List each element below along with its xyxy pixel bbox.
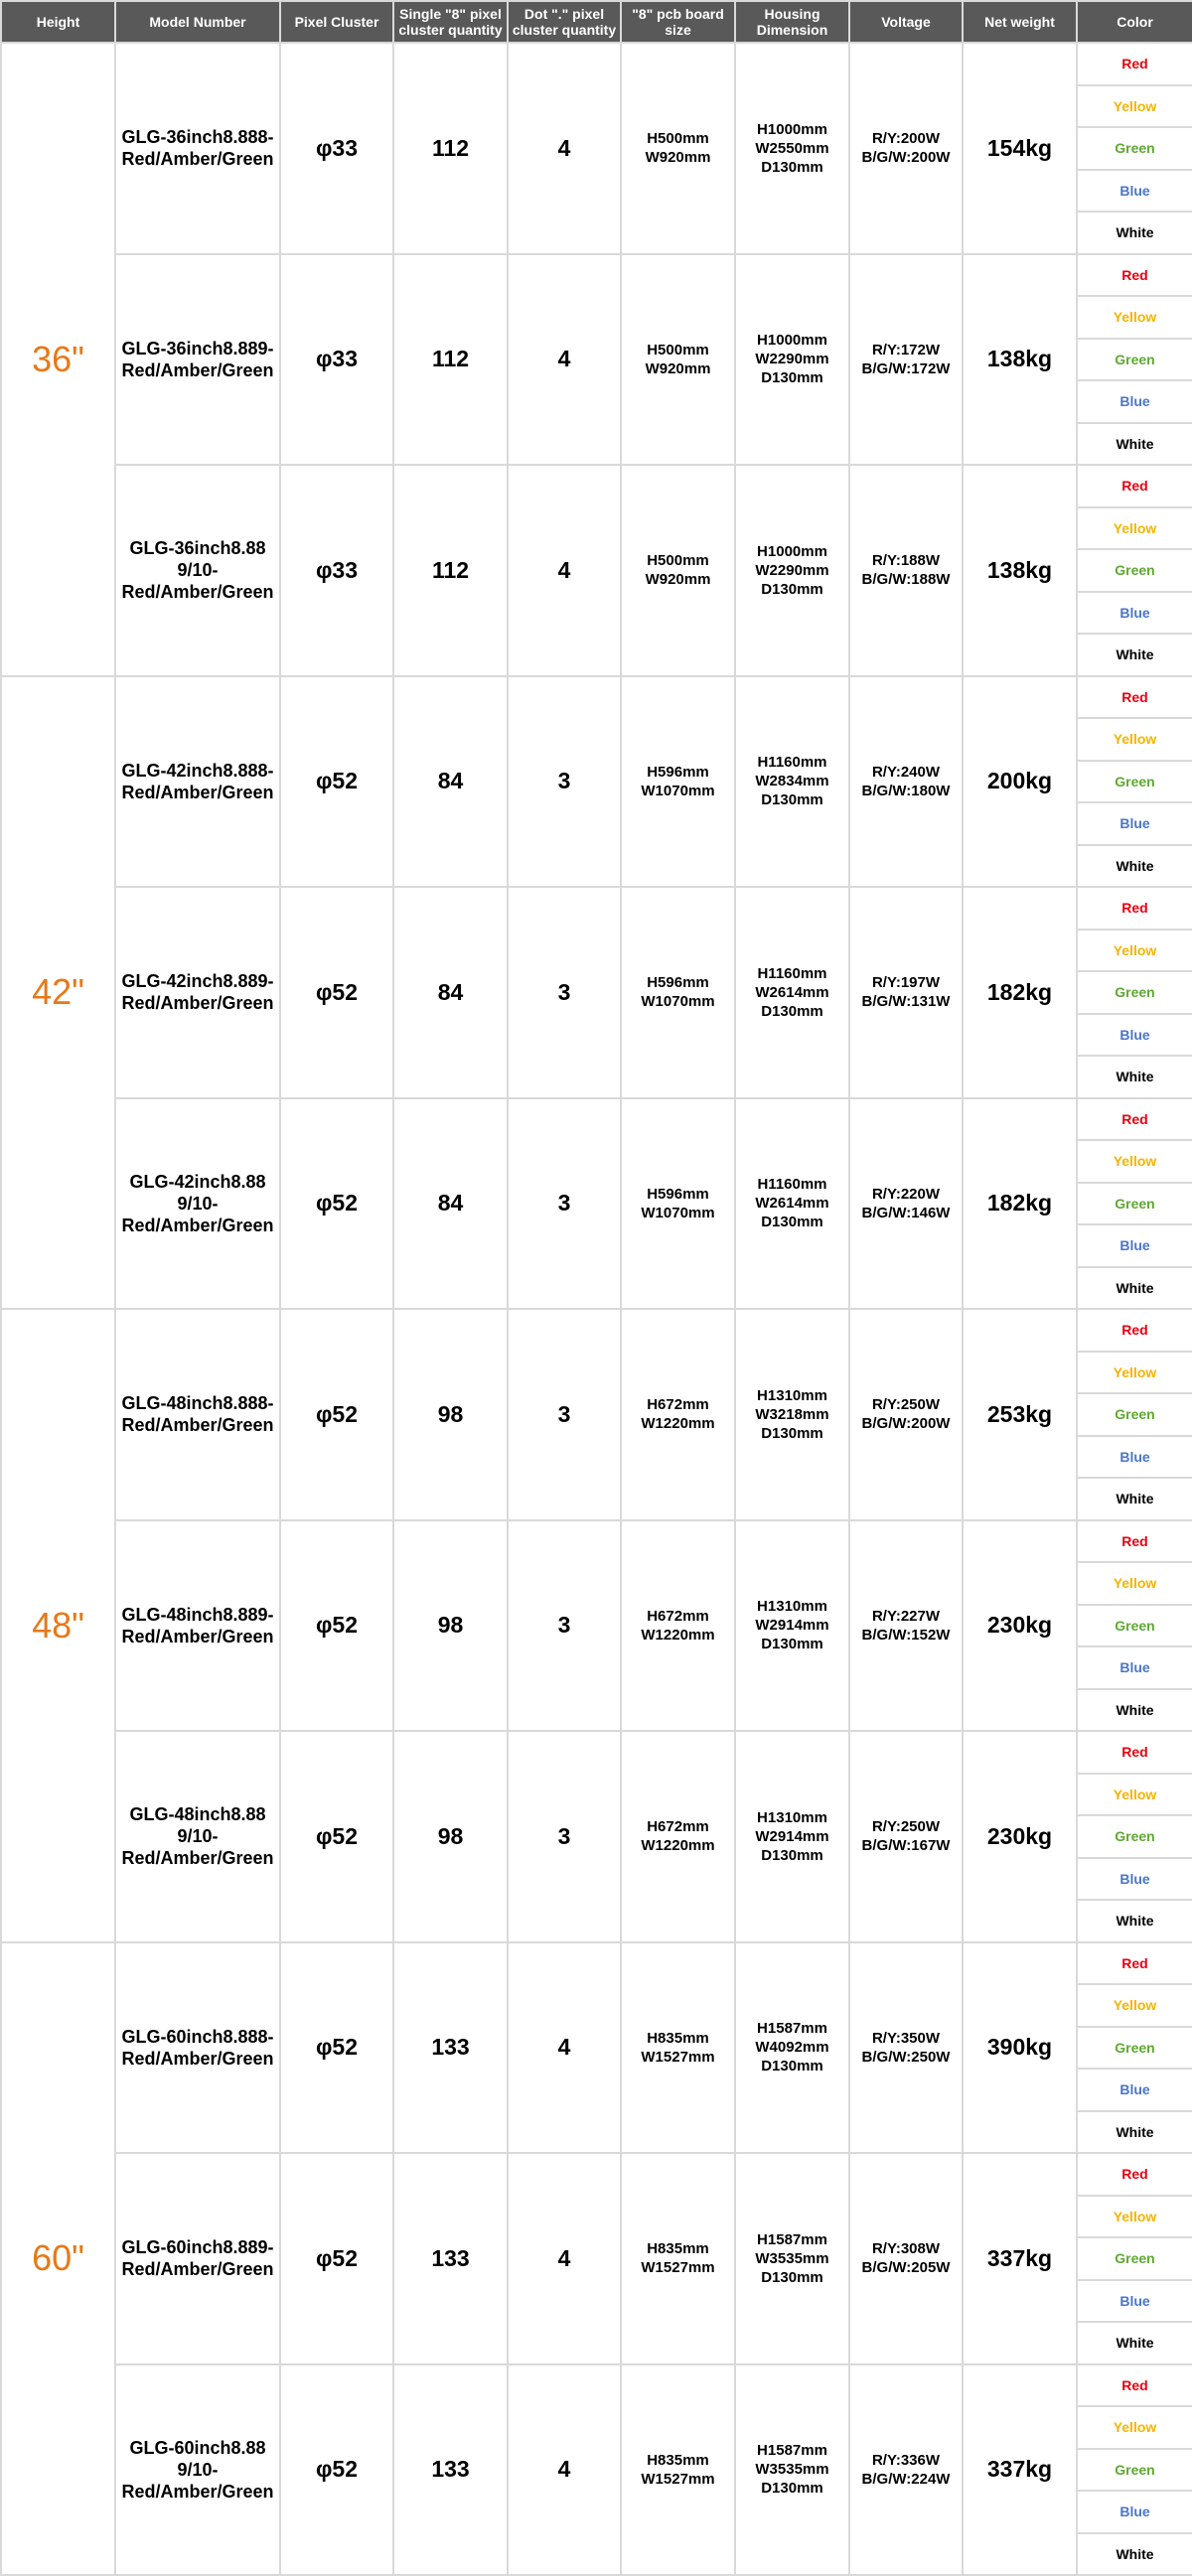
color-option-red: Red	[1077, 887, 1192, 930]
color-option-red: Red	[1077, 1098, 1192, 1141]
housing-dimension-cell	[735, 43, 849, 254]
single-pixel-qty-cell: 98	[393, 1520, 508, 1732]
color-option-red: Red	[1077, 2153, 1192, 2196]
housing-dimension-cell	[735, 254, 849, 466]
cell-line: H672mm	[647, 1818, 709, 1836]
cell-line: GLG-36inch8.889-	[121, 338, 274, 358]
cell-line: 9/10-	[177, 560, 219, 581]
cell-line: H596mm	[647, 763, 709, 781]
single-pixel-qty-cell: 133	[393, 2153, 508, 2364]
color-option-white: White	[1077, 2322, 1192, 2364]
cell-line: H1000mm	[757, 542, 827, 560]
color-option-red: Red	[1077, 2364, 1192, 2407]
cell-line: H596mm	[647, 1185, 709, 1203]
housing-dimension-cell	[735, 1520, 849, 1732]
dot-pixel-qty-cell: 4	[508, 254, 621, 466]
single-pixel-qty-cell: 112	[393, 43, 508, 254]
cell-line: H1310mm	[757, 1808, 827, 1826]
cell-line: W2834mm	[755, 773, 829, 790]
cell-line: H1000mm	[757, 332, 827, 350]
net-weight-cell: 182kg	[963, 1098, 1077, 1310]
cell-line: H1587mm	[757, 2020, 827, 2038]
color-option-white: White	[1077, 634, 1192, 676]
pcb-size-cell	[621, 43, 735, 254]
voltage-cell	[849, 2153, 963, 2364]
color-option-white: White	[1077, 1900, 1192, 1942]
header-model-number: Model Number	[115, 1, 280, 43]
height-cell: 60"	[1, 1942, 115, 2576]
color-option-red: Red	[1077, 1731, 1192, 1774]
color-option-green: Green	[1077, 761, 1192, 803]
color-option-green: Green	[1077, 971, 1192, 1014]
dot-pixel-qty-cell: 4	[508, 465, 621, 676]
cell-line: B/G/W:152W	[861, 1626, 951, 1644]
cell-line: GLG-48inch8.88	[129, 1804, 266, 1825]
table-row	[1, 1731, 1192, 1774]
cell-line: H672mm	[647, 1607, 709, 1625]
pixel-cluster-cell: φ52	[280, 1309, 393, 1520]
cell-line: H1160mm	[757, 964, 827, 982]
cell-line: D130mm	[761, 1846, 823, 1864]
model-number-cell	[115, 1309, 280, 1520]
cell-line: Red/Amber/Green	[121, 2481, 274, 2502]
cell-line: W920mm	[645, 149, 711, 167]
housing-dimension-cell	[735, 676, 849, 888]
pixel-cluster-cell: φ52	[280, 1942, 393, 2154]
cell-line: D130mm	[761, 2268, 823, 2286]
cell-line: R/Y:308W	[871, 2240, 941, 2258]
cell-line: H1310mm	[757, 1386, 827, 1404]
table-row	[1, 887, 1192, 930]
cell-line: W1527mm	[641, 2470, 715, 2488]
color-option-yellow: Yellow	[1077, 718, 1192, 761]
header-row	[1, 1, 1192, 43]
cell-line: Red/Amber/Green	[121, 1415, 274, 1436]
pixel-cluster-cell: φ52	[280, 2153, 393, 2364]
single-pixel-qty-cell: 133	[393, 1942, 508, 2154]
single-pixel-qty-cell: 84	[393, 676, 508, 888]
pcb-size-cell	[621, 1520, 735, 1732]
pixel-cluster-cell: φ52	[280, 887, 393, 1098]
cell-line: GLG-60inch8.888-	[121, 2026, 274, 2047]
cell-line: W3218mm	[755, 1405, 829, 1423]
model-number-cell	[115, 465, 280, 676]
cell-line: Red/Amber/Green	[121, 1848, 274, 1869]
color-option-yellow: Yellow	[1077, 2406, 1192, 2449]
color-option-yellow: Yellow	[1077, 1984, 1192, 2027]
dot-pixel-qty-cell: 4	[508, 2153, 621, 2364]
cell-line: GLG-60inch8.889-	[121, 2237, 274, 2258]
cell-line: Red/Amber/Green	[121, 1215, 274, 1235]
cell-line: B/G/W:188W	[861, 571, 951, 589]
cell-line: B/G/W:146W	[861, 1204, 951, 1221]
color-option-green: Green	[1077, 2027, 1192, 2070]
color-option-red: Red	[1077, 43, 1192, 85]
color-option-blue: Blue	[1077, 802, 1192, 845]
cell-line: R/Y:250W	[871, 1396, 941, 1414]
cell-line: W2914mm	[755, 1827, 829, 1845]
housing-dimension-cell	[735, 2153, 849, 2364]
pixel-cluster-cell: φ52	[280, 1731, 393, 1942]
cell-line: R/Y:350W	[871, 2029, 941, 2047]
cell-line: D130mm	[761, 1002, 823, 1020]
cell-line: R/Y:197W	[871, 974, 941, 992]
color-option-blue: Blue	[1077, 1646, 1192, 1689]
color-option-yellow: Yellow	[1077, 85, 1192, 128]
single-pixel-qty-cell: 98	[393, 1309, 508, 1520]
cell-line: R/Y:240W	[871, 763, 941, 781]
net-weight-cell: 253kg	[963, 1309, 1077, 1520]
cell-line: W3535mm	[755, 2249, 829, 2267]
color-option-green: Green	[1077, 1815, 1192, 1858]
pcb-size-cell	[621, 1309, 735, 1520]
net-weight-cell: 154kg	[963, 43, 1077, 254]
color-option-green: Green	[1077, 2449, 1192, 2492]
single-pixel-qty-cell: 98	[393, 1731, 508, 1942]
voltage-cell	[849, 465, 963, 676]
color-option-yellow: Yellow	[1077, 1140, 1192, 1183]
cell-line: W3535mm	[755, 2461, 829, 2479]
cell-line: W920mm	[645, 359, 711, 377]
pixel-cluster-cell: φ52	[280, 1098, 393, 1310]
cell-line: H500mm	[647, 341, 709, 358]
cell-line: W4092mm	[755, 2039, 829, 2057]
dot-pixel-qty-cell: 3	[508, 676, 621, 888]
dot-pixel-qty-cell: 3	[508, 1731, 621, 1942]
cell-line: W2614mm	[755, 983, 829, 1001]
pixel-cluster-cell: φ33	[280, 43, 393, 254]
table-row	[1, 1098, 1192, 1141]
cell-line: W1070mm	[641, 1204, 715, 1221]
cell-line: D130mm	[761, 580, 823, 598]
dot-pixel-qty-cell: 4	[508, 2364, 621, 2576]
color-option-yellow: Yellow	[1077, 507, 1192, 550]
cell-line: W920mm	[645, 571, 711, 589]
pcb-size-cell	[621, 2153, 735, 2364]
cell-line: B/G/W:200W	[861, 149, 951, 167]
housing-dimension-cell	[735, 1942, 849, 2154]
cell-line: Red/Amber/Green	[121, 359, 274, 380]
cell-line: H500mm	[647, 552, 709, 570]
net-weight-cell: 138kg	[963, 465, 1077, 676]
cell-line: Red/Amber/Green	[121, 782, 274, 802]
cell-line: GLG-60inch8.88	[129, 2437, 266, 2458]
cell-line: W1220mm	[641, 1415, 715, 1433]
cell-line: GLG-36inch8.88	[129, 538, 266, 559]
header-single-pixel-qty: Single "8" pixel cluster quantity	[393, 1, 508, 43]
pcb-size-cell	[621, 1731, 735, 1942]
cell-line: Red/Amber/Green	[121, 2048, 274, 2069]
pcb-size-cell	[621, 1098, 735, 1310]
cell-line: H835mm	[647, 2240, 709, 2258]
net-weight-cell: 138kg	[963, 254, 1077, 466]
model-number-cell	[115, 887, 280, 1098]
cell-line: H672mm	[647, 1396, 709, 1414]
voltage-cell	[849, 1309, 963, 1520]
cell-line: H500mm	[647, 130, 709, 148]
color-option-blue: Blue	[1077, 592, 1192, 635]
cell-line: W1220mm	[641, 1837, 715, 1855]
color-option-white: White	[1077, 212, 1192, 254]
cell-line: D130mm	[761, 158, 823, 176]
pcb-size-cell	[621, 254, 735, 466]
net-weight-cell: 337kg	[963, 2364, 1077, 2576]
dot-pixel-qty-cell: 3	[508, 1309, 621, 1520]
cell-line: D130mm	[761, 2480, 823, 2498]
table-row	[1, 1309, 1192, 1352]
header-net-weight: Net weight	[963, 1, 1077, 43]
color-option-red: Red	[1077, 1520, 1192, 1563]
cell-line: W2290mm	[755, 351, 829, 368]
cell-line: W1527mm	[641, 2048, 715, 2066]
model-number-cell	[115, 2153, 280, 2364]
single-pixel-qty-cell: 84	[393, 1098, 508, 1310]
pixel-cluster-cell: φ52	[280, 1520, 393, 1732]
dot-pixel-qty-cell: 4	[508, 1942, 621, 2154]
cell-line: W1070mm	[641, 993, 715, 1011]
color-option-white: White	[1077, 2533, 1192, 2576]
cell-line: H835mm	[647, 2451, 709, 2469]
cell-line: B/G/W:200W	[861, 1415, 951, 1433]
net-weight-cell: 182kg	[963, 887, 1077, 1098]
header-height: Height	[1, 1, 115, 43]
cell-line: B/G/W:180W	[861, 782, 951, 799]
single-pixel-qty-cell: 112	[393, 254, 508, 466]
voltage-cell	[849, 1942, 963, 2154]
color-option-blue: Blue	[1077, 380, 1192, 423]
cell-line: Red/Amber/Green	[121, 2259, 274, 2280]
cell-line: R/Y:250W	[871, 1818, 941, 1836]
cell-line: 9/10-	[177, 1826, 219, 1847]
voltage-cell	[849, 254, 963, 466]
table-row	[1, 43, 1192, 85]
housing-dimension-cell	[735, 1731, 849, 1942]
table-row	[1, 1520, 1192, 1563]
cell-line: D130mm	[761, 1424, 823, 1442]
color-option-red: Red	[1077, 676, 1192, 719]
cell-line: H835mm	[647, 2029, 709, 2047]
cell-line: B/G/W:205W	[861, 2259, 951, 2277]
cell-line: B/G/W:167W	[861, 1837, 951, 1855]
pcb-size-cell	[621, 465, 735, 676]
pcb-size-cell	[621, 887, 735, 1098]
cell-line: D130mm	[761, 369, 823, 387]
voltage-cell	[849, 43, 963, 254]
cell-line: W2914mm	[755, 1617, 829, 1635]
header-pixel-cluster: Pixel Cluster	[280, 1, 393, 43]
cell-line: R/Y:227W	[871, 1607, 941, 1625]
color-option-green: Green	[1077, 339, 1192, 381]
color-option-yellow: Yellow	[1077, 1352, 1192, 1394]
cell-line: Red/Amber/Green	[121, 1626, 274, 1646]
color-option-yellow: Yellow	[1077, 1774, 1192, 1816]
pixel-cluster-cell: φ52	[280, 2364, 393, 2576]
color-option-green: Green	[1077, 1393, 1192, 1436]
cell-line: B/G/W:131W	[861, 993, 951, 1011]
color-option-white: White	[1077, 423, 1192, 466]
single-pixel-qty-cell: 112	[393, 465, 508, 676]
voltage-cell	[849, 1731, 963, 1942]
color-option-blue: Blue	[1077, 2280, 1192, 2323]
color-option-red: Red	[1077, 465, 1192, 507]
cell-line: GLG-42inch8.888-	[121, 760, 274, 781]
cell-line: H1160mm	[757, 1176, 827, 1194]
housing-dimension-cell	[735, 465, 849, 676]
net-weight-cell: 337kg	[963, 2153, 1077, 2364]
model-number-cell	[115, 1520, 280, 1732]
cell-line: R/Y:220W	[871, 1185, 941, 1203]
table-row	[1, 465, 1192, 507]
voltage-cell	[849, 676, 963, 888]
cell-line: B/G/W:172W	[861, 359, 951, 377]
cell-line: B/G/W:224W	[861, 2470, 951, 2488]
housing-dimension-cell	[735, 1309, 849, 1520]
cell-line: W2614mm	[755, 1195, 829, 1213]
cell-line: W2550mm	[755, 139, 829, 157]
cell-line: D130mm	[761, 1214, 823, 1231]
color-option-blue: Blue	[1077, 1858, 1192, 1901]
cell-line: Red/Amber/Green	[121, 149, 274, 170]
color-option-blue: Blue	[1077, 2491, 1192, 2533]
cell-line: GLG-36inch8.888-	[121, 127, 274, 148]
cell-line: H1160mm	[757, 754, 827, 772]
cell-line: 9/10-	[177, 1193, 219, 1214]
height-cell: 48"	[1, 1309, 115, 1942]
model-number-cell	[115, 1098, 280, 1310]
color-option-blue: Blue	[1077, 1014, 1192, 1057]
housing-dimension-cell	[735, 887, 849, 1098]
color-option-white: White	[1077, 1267, 1192, 1310]
color-option-red: Red	[1077, 254, 1192, 297]
cell-line: W1220mm	[641, 1626, 715, 1644]
header-housing-dimension: Housing Dimension	[735, 1, 849, 43]
color-option-green: Green	[1077, 1605, 1192, 1647]
height-cell: 36"	[1, 43, 115, 676]
cell-line: H1587mm	[757, 2442, 827, 2460]
color-option-white: White	[1077, 2111, 1192, 2154]
color-option-blue: Blue	[1077, 2069, 1192, 2111]
dot-pixel-qty-cell: 4	[508, 43, 621, 254]
net-weight-cell: 200kg	[963, 676, 1077, 888]
color-option-blue: Blue	[1077, 1436, 1192, 1479]
cell-line: D130mm	[761, 1636, 823, 1653]
table-row	[1, 254, 1192, 297]
cell-line: R/Y:336W	[871, 2451, 941, 2469]
color-option-yellow: Yellow	[1077, 2196, 1192, 2238]
table-row	[1, 2153, 1192, 2196]
table-row	[1, 2364, 1192, 2407]
dot-pixel-qty-cell: 3	[508, 1520, 621, 1732]
pixel-cluster-cell: φ52	[280, 676, 393, 888]
cell-line: W2290mm	[755, 561, 829, 579]
model-number-cell	[115, 676, 280, 888]
header-color: Color	[1077, 1, 1192, 43]
color-option-white: White	[1077, 845, 1192, 888]
cell-line: D130mm	[761, 791, 823, 809]
model-number-cell	[115, 2364, 280, 2576]
color-option-green: Green	[1077, 1183, 1192, 1225]
model-number-cell	[115, 1942, 280, 2154]
housing-dimension-cell	[735, 1098, 849, 1310]
cell-line: R/Y:172W	[871, 341, 941, 358]
header-dot-pixel-qty: Dot "." pixel cluster quantity	[508, 1, 621, 43]
cell-line: H1587mm	[757, 2230, 827, 2248]
color-option-red: Red	[1077, 1942, 1192, 1985]
cell-line: R/Y:200W	[871, 130, 941, 148]
header-voltage: Voltage	[849, 1, 963, 43]
cell-line: H1310mm	[757, 1598, 827, 1616]
color-option-blue: Blue	[1077, 170, 1192, 213]
model-number-cell	[115, 254, 280, 466]
cell-line: B/G/W:250W	[861, 2048, 951, 2066]
housing-dimension-cell	[735, 2364, 849, 2576]
cell-line: W1527mm	[641, 2259, 715, 2277]
pcb-size-cell	[621, 676, 735, 888]
color-option-white: White	[1077, 1478, 1192, 1520]
cell-line: GLG-42inch8.889-	[121, 971, 274, 992]
voltage-cell	[849, 1520, 963, 1732]
color-option-green: Green	[1077, 2237, 1192, 2280]
cell-line: W1070mm	[641, 782, 715, 799]
cell-line: H596mm	[647, 974, 709, 992]
cell-line: GLG-48inch8.888-	[121, 1393, 274, 1414]
color-option-white: White	[1077, 1689, 1192, 1732]
color-option-yellow: Yellow	[1077, 1562, 1192, 1605]
model-number-cell	[115, 43, 280, 254]
table-row	[1, 676, 1192, 719]
model-number-cell	[115, 1731, 280, 1942]
cell-line: Red/Amber/Green	[121, 582, 274, 603]
pixel-cluster-cell: φ33	[280, 254, 393, 466]
cell-line: R/Y:188W	[871, 552, 941, 570]
voltage-cell	[849, 887, 963, 1098]
net-weight-cell: 230kg	[963, 1520, 1077, 1732]
cell-line: D130mm	[761, 2058, 823, 2075]
net-weight-cell: 230kg	[963, 1731, 1077, 1942]
color-option-blue: Blue	[1077, 1224, 1192, 1267]
dot-pixel-qty-cell: 3	[508, 1098, 621, 1310]
color-option-green: Green	[1077, 549, 1192, 592]
color-option-green: Green	[1077, 127, 1192, 170]
cell-line: GLG-42inch8.88	[129, 1171, 266, 1192]
voltage-cell	[849, 1098, 963, 1310]
net-weight-cell: 390kg	[963, 1942, 1077, 2154]
color-option-white: White	[1077, 1056, 1192, 1098]
cell-line: Red/Amber/Green	[121, 993, 274, 1014]
height-cell: 42"	[1, 676, 115, 1310]
dot-pixel-qty-cell: 3	[508, 887, 621, 1098]
single-pixel-qty-cell: 133	[393, 2364, 508, 2576]
color-option-yellow: Yellow	[1077, 930, 1192, 972]
table-row	[1, 1942, 1192, 1985]
single-pixel-qty-cell: 84	[393, 887, 508, 1098]
pcb-size-cell	[621, 1942, 735, 2154]
pcb-size-cell	[621, 2364, 735, 2576]
cell-line: 9/10-	[177, 2459, 219, 2480]
voltage-cell	[849, 2364, 963, 2576]
color-option-yellow: Yellow	[1077, 296, 1192, 339]
spec-table-body	[1, 43, 1192, 2575]
color-option-red: Red	[1077, 1309, 1192, 1352]
cell-line: GLG-48inch8.889-	[121, 1604, 274, 1625]
header-pcb-size: "8" pcb board size	[621, 1, 735, 43]
cell-line: H1000mm	[757, 120, 827, 138]
pixel-cluster-cell: φ33	[280, 465, 393, 676]
